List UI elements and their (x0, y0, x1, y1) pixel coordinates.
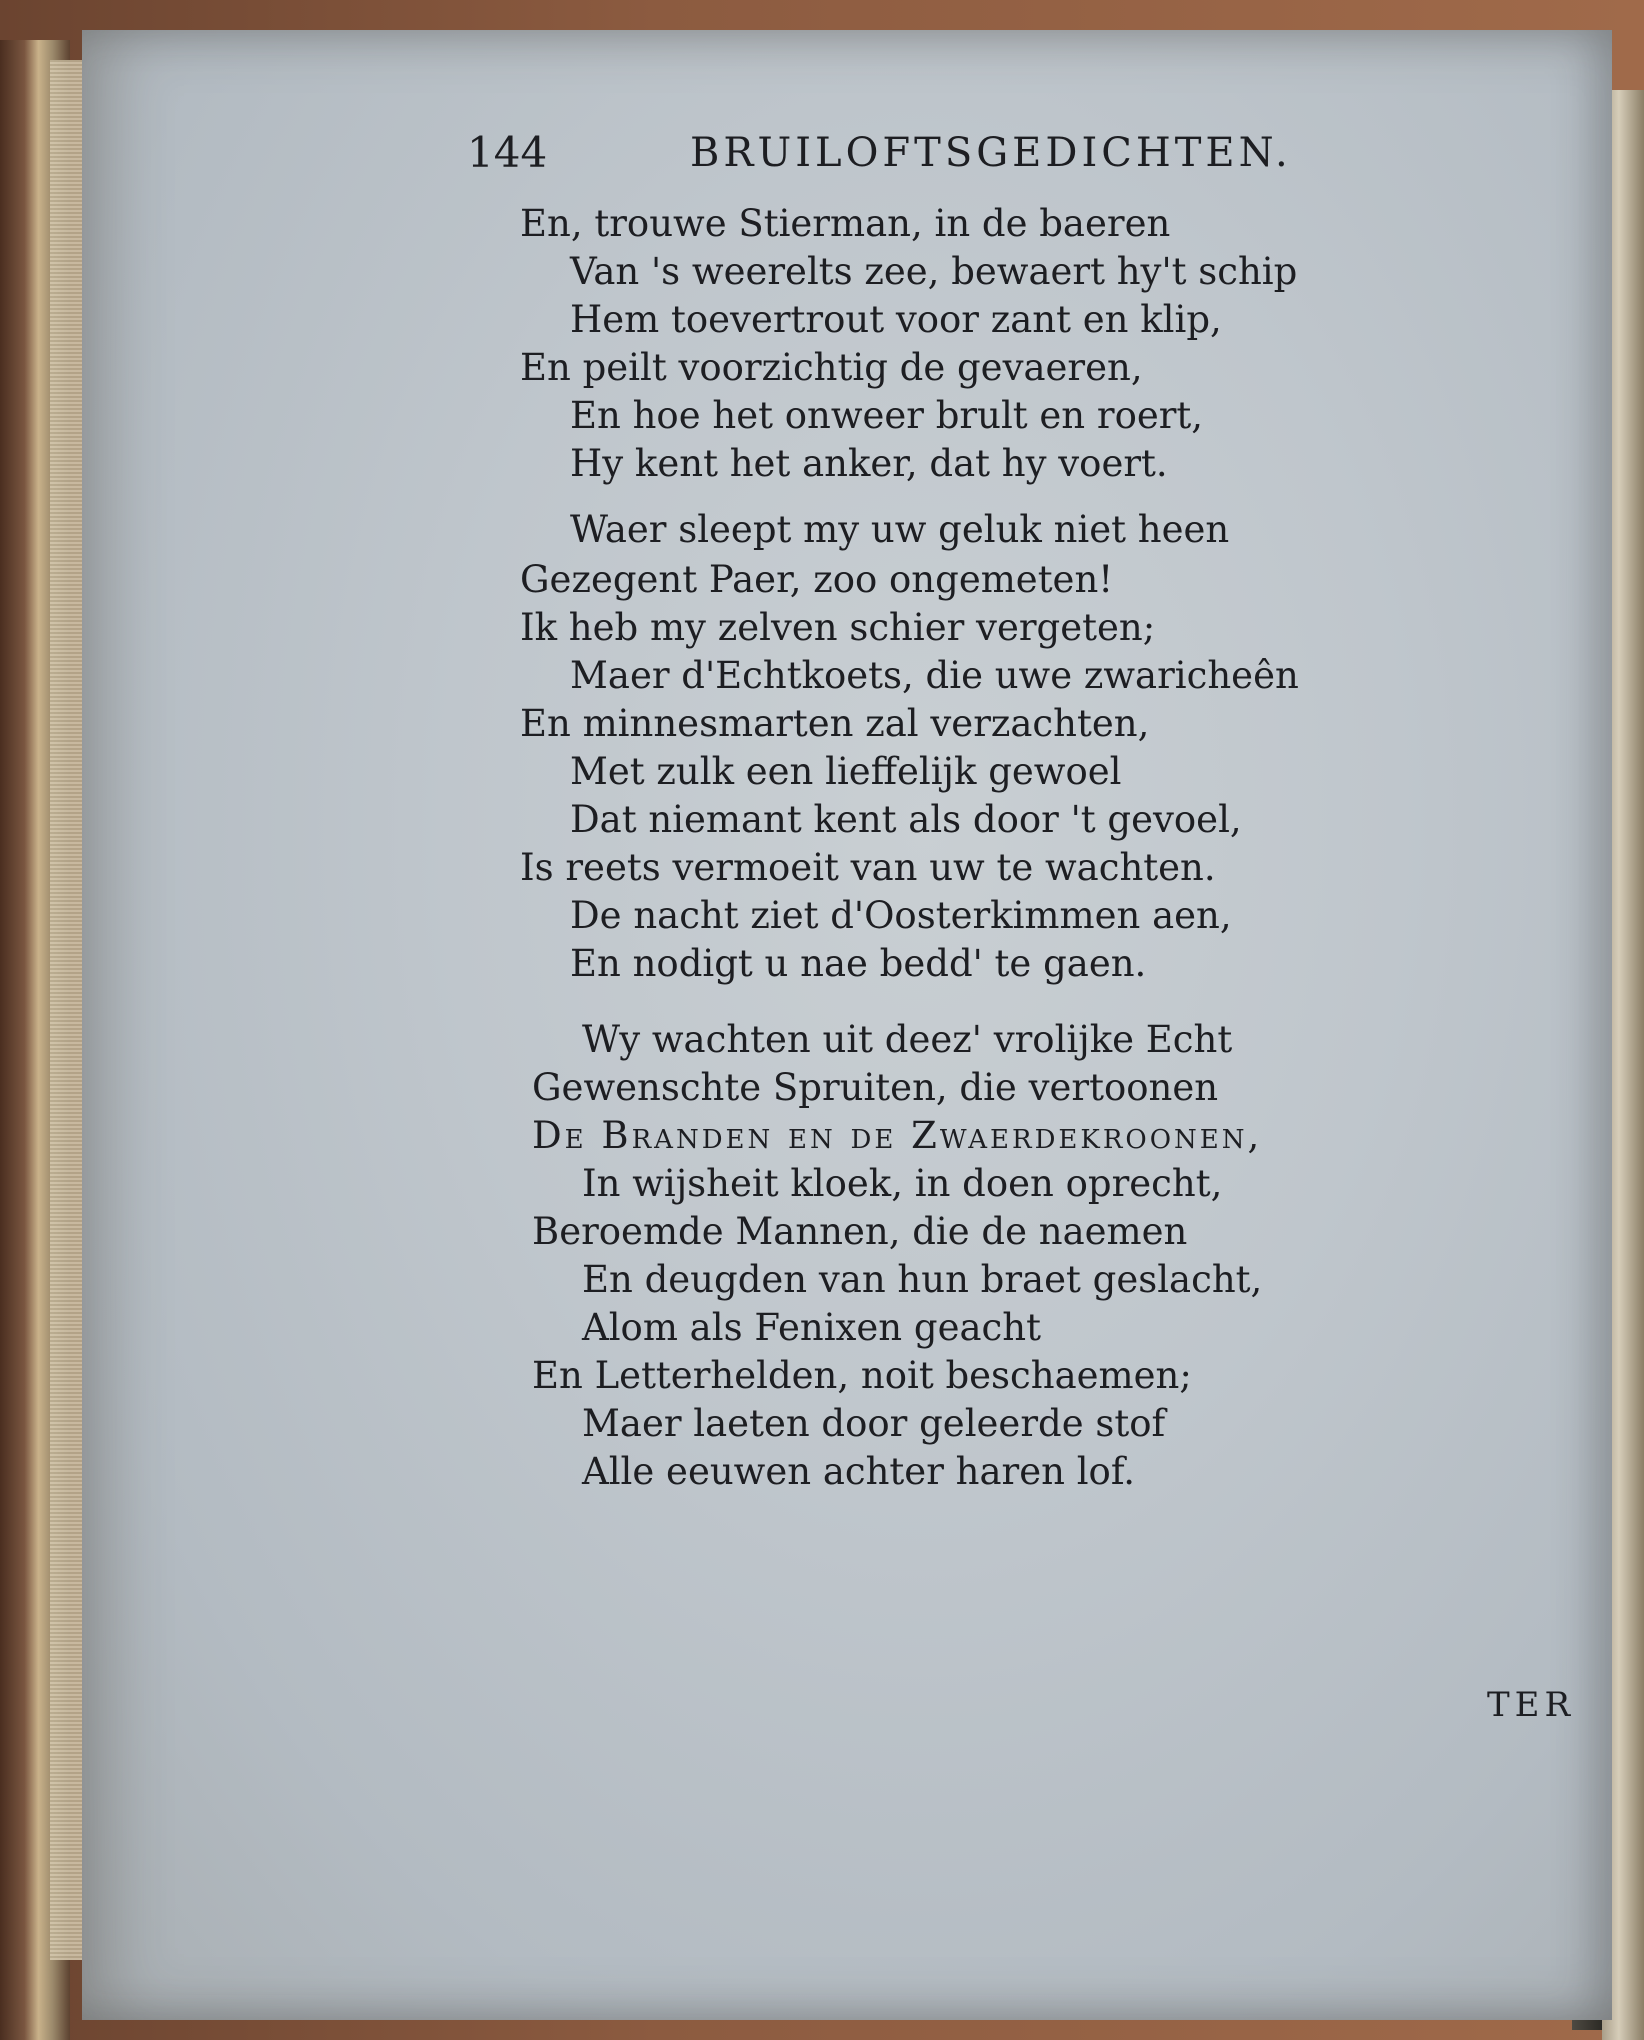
verse-line: Alom als Fenixen geacht (582, 1306, 1041, 1349)
verse-line: Wy wachten uit deez' vrolijke Echt (582, 1018, 1233, 1061)
verse-line: En minnesmarten zal verzachten, (520, 702, 1150, 745)
page-number: 144 (467, 128, 548, 177)
verse-line: Alle eeuwen achter haren lof. (582, 1450, 1135, 1493)
verse-line: Dat niemant kent als door 't gevoel, (570, 798, 1242, 841)
verse-line: Gewenschte Spruiten, die vertoonen (532, 1066, 1219, 1109)
verse-line: En deugden van hun braet geslacht, (582, 1258, 1263, 1301)
verse-line: En, trouwe Stierman, in de baeren (520, 202, 1171, 245)
verse-line: De Branden en de Zwaerdekroonen, (532, 1114, 1263, 1157)
verse-line: Maer d'Echtkoets, die uwe zwaricheên (570, 654, 1299, 697)
verse-line: Gezegent Paer, zoo ongemeten! (520, 558, 1114, 601)
verse-line: En peilt voorzichtig de gevaeren, (520, 346, 1143, 389)
verse-line: En Letterhelden, noit beschaemen; (532, 1354, 1192, 1397)
verse-line: Hem toevertrout voor zant en klip, (570, 298, 1222, 341)
running-head: BRUILOFTSGEDICHTEN. (690, 130, 1292, 176)
verse-line: Maer laeten door geleerde stof (582, 1402, 1166, 1445)
verse-line: De nacht ziet d'Oosterkimmen aen, (570, 894, 1232, 937)
verse-line: In wijsheit kloek, in doen oprecht, (582, 1162, 1223, 1205)
verse-line: En nodigt u nae bedd' te gaen. (570, 942, 1147, 985)
verse-line: Beroemde Mannen, die de naemen (532, 1210, 1188, 1253)
verse-line: En hoe het onweer brult en roert, (570, 394, 1204, 437)
catchword: TER (1487, 1685, 1576, 1725)
verse-line: Hy kent het anker, dat hy voert. (570, 442, 1168, 485)
verse-line: Met zulk een lieffelijk gewoel (570, 750, 1122, 793)
verse-line: Van 's weerelts zee, bewaert hy't schip (570, 250, 1298, 293)
verse-line: Is reets vermoeit van uw te wachten. (520, 846, 1216, 889)
verse-line: Waer sleept my uw geluk niet heen (570, 508, 1230, 551)
book-page (82, 30, 1612, 2020)
verse-line: Ik heb my zelven schier vergeten; (520, 606, 1156, 649)
